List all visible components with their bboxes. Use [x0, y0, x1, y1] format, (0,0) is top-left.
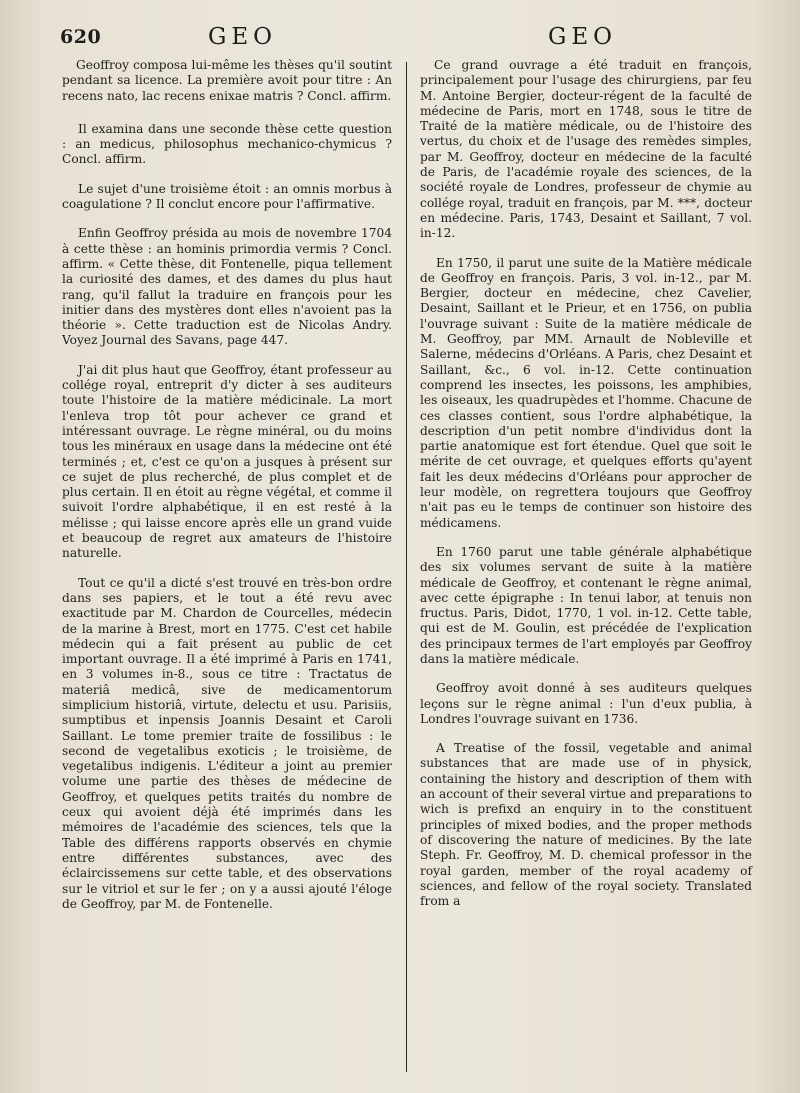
paragraph: A Treatise of the fossil, vegetable and animal substances that are made use of in physick, containing the history and description of them with an account of their several virtue and preparations to wich is prefixd an enquiry in to the constituent principles of mixed bodies, and the proper methods of discovering the nature of medicines. By the late Steph. Fr. Geoffroy, M. D. chemical professor in the royal garden, member of the royal academy of sciences, and fellow of the royal society. Translated from a	[420, 741, 753, 909]
paragraph: En 1750, il parut une suite de la Matière médicale de Geoffroy en françois. Paris, 3 vol. in-12., par M. Bergier, docteur en médecine, chez Cavelier, Desaint, Saillant et le Prieur, et en 1756, on publia l'ouvrage suivant : Suite de la matière médicale de M. Geoffroy, par MM. Arnault de Nobleville et Salerne, médecins d'Orléans. A Paris, chez Desaint et Saillant, &c., 6 vol. in-12. Cette continuation comprend les insectes, les poissons, les amphibies, les oiseaux, les quadrupèdes et l'homme. Chacune de ces classes contient, sous l'ordre alphabétique, la description d'un petit nombre d'individus dont la partie anatomique est fort étendue. Quel que soit le mérite de cet ouvrage, et quelques efforts qu'ayent fait les deux médecins d'Orléans pour approcher de leur modèle, on regrettera toujours que Geoffroy n'ait pas eu le temps de continuer son histoire des médicamens.	[420, 255, 752, 530]
paragraph: Enfin Geoffroy présida au mois de novembre 1704 à cette thèse : an hominis primordia vermis ? Concl. affirm. « Cette thèse, dit Fontenelle, piqua tellement la curiosité des dames, et des dames du plus haut rang, qu'il fallut la traduire en françois pour les initier dans des mystères dont elles n'avoient pas la théorie ». Cette traduction est de Nicolas Andry. Voyez Journal des Savans, page 447.	[62, 226, 392, 348]
paragraph: Il examina dans une seconde thèse cette question : an medicus, philosophus mechanico-chymicus ? Concl. affirm.	[62, 121, 392, 167]
left-column	[62, 58, 392, 926]
column-divider	[406, 62, 407, 1072]
paragraph: Tout ce qu'il a dicté s'est trouvé en très-bon ordre dans ses papiers, et le tout a été revu avec exactitude par M. Chardon de Courcelles, médecin de la marine à Brest, mort en 1775. C'est cet habile médecin qui a fait présent au public de cet important ouvrage. Il a été imprimé à Paris en 1741, en 3 volumes in-8., sous ce titre : Tractatus de materiâ medicâ, sive de medicamentorum simplicium historiâ, virtute, delectu et usu. Parisiis, sumptibus et inpensis Joannis Desaint et Caroli Saillant. Le tome premier traite de fossilibus : le second de vegetalibus exoticis ; le troisième, de vegetalibus indigenis. L'éditeur a joint au premier volume une partie des thèses de médecine de Geoffroy, et quelques petits traités du nombre de ceux qui avoient déjà été imprimés dans les mémoires de l'académie des sciences, tels que la Table des différens rapports observés en chymie entre différentes substances, avec des éclaircissemens sur cette table, et des observations sur le vitriol et sur le fer ; on y a aussi ajouté l'éloge de Geoffroy, par M. de Fontenelle.	[62, 575, 392, 911]
paragraph: Geoffroy composa lui-même les thèses qu'il soutint pendant sa licence. La première avoit pour titre : An recens nato, lac recens enixae matris ? Concl. affirm.	[62, 58, 392, 103]
paragraph: J'ai dit plus haut que Geoffroy, étant professeur au collége royal, entreprit d'y dicter à ses auditeurs toute l'histoire de la matière médicinale. La mort l'enleva trop tôt pour achever ce grand et intéressant ouvrage. Le règne minéral, ou du moins tous les minéraux en usage dans la médecine ont été terminés ; et, c'est ce qu'on a jusques à présent sur ce sujet de plus recherché, de plus complet et de plus certain. Il en étoit au règne végétal, et comme il suivoit l'ordre alphabétique, il en est resté à la mélisse ; qui laisse encore après elle un grand vuide et beaucoup de regret aux amateurs de l'histoire naturelle.	[62, 362, 392, 561]
running-head-left: GEO	[208, 24, 278, 50]
page-header	[0, 22, 800, 56]
right-column	[420, 58, 752, 923]
page-number: 620	[60, 26, 102, 48]
running-head-right: GEO	[548, 24, 618, 50]
paragraph: Le sujet d'une troisième étoit : an omnis morbus à coagulatione ? Il conclut encore pour l'affirmative.	[62, 181, 392, 212]
paragraph: Geoffroy avoit donné à ses auditeurs quelques leçons sur le règne animal : l'un d'eux publia, à Londres l'ouvrage suivant en 1736.	[420, 681, 752, 726]
paragraph: En 1760 parut une table générale alphabétique des six volumes servant de suite à la matière médicale de Geoffroy, et contenant le règne animal, avec cette épigraphe : In tenui labor, at tenuis non fructus. Paris, Didot, 1770, 1 vol. in-12. Cette table, qui est de M. Goulin, est précédée de l'explication des principaux termes de l'art employés par Geoffroy dans la matière médicale.	[420, 544, 752, 666]
paragraph: Ce grand ouvrage a été traduit en françois, principalement pour l'usage des chirurgiens, par feu M. Antoine Bergier, docteur-régent de la faculté de médecine de Paris, mort en 1748, sous le titre de Traité de la matière médicale, ou de l'histoire des vertus, du choix et de l'usage des remèdes simples, par M. Geoffroy, docteur en médecine de la faculté de Paris, de l'académie royale des sciences, de la société royale de Londres, professeur de chymie au collége royal, traduit en françois, par M. ***, docteur en médecine. Paris, 1743, Desaint et Saillant, 7 vol. in-12.	[420, 58, 752, 241]
